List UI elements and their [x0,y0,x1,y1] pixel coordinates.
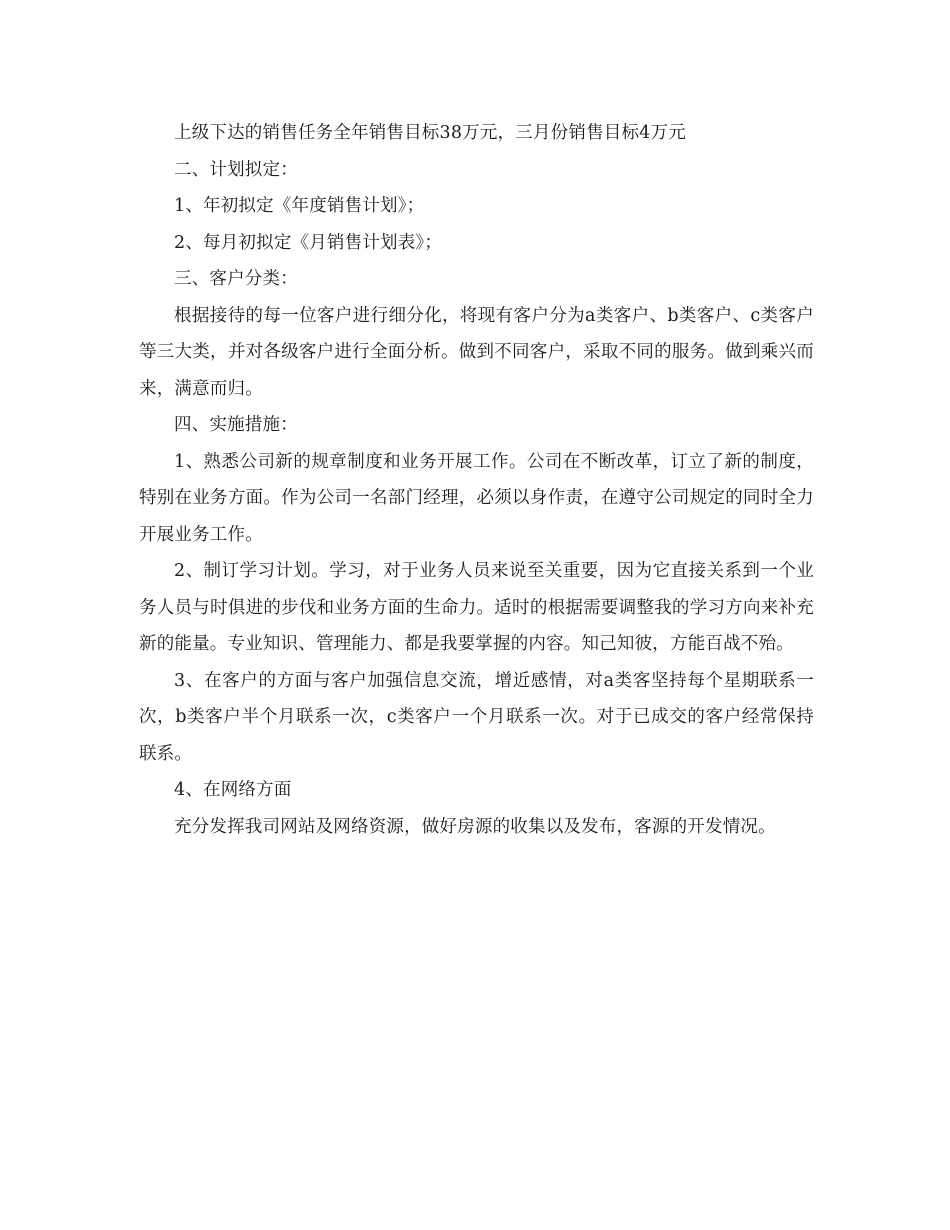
heading-plan-drafting: 二、计划拟定： [174,159,298,180]
paragraph-sales-target: 上级下达的销售任务全年销售目标38万元，三月份销售目标4万元 [174,123,686,143]
heading-customer-classification: 三、客户分类： [174,269,298,289]
paragraph-annual-plan: 1、年初拟定《年度销售计划》； [174,196,425,216]
document-body [139,115,814,845]
paragraph-customer-classification: 根据接待的每一位客户进行细分化，将现有客户分为a类客户、b类客户、c类客户等三大类，并对各级客户进行全面分析。做到不同客户，采取不同的服务。做到乘兴而来，满意而归。 [139,305,814,399]
paragraph-network-resources: 充分发挥我司网站及网络资源，做好房源的收集以及发布，客源的开发情况。 [174,816,776,837]
paragraph-measure-2: 2、制订学习计划。学习，对于业务人员来说至关重要，因为它直接关系到一个业务人员与时俱进的步伐和业务方面的生命力。适时的根据需要调整我的学习方向来补充新的能量。专业知识、管理能力、都是我要掌握的内容。知己知彼，方能百战不殆。 [139,561,814,654]
heading-implementation-measures: 四、实施措施： [174,415,298,435]
paragraph-monthly-plan: 2、每月初拟定《月销售计划表》； [174,232,443,253]
paragraph-measure-4: 4、在网络方面 [174,780,292,800]
paragraph-measure-3: 3、在客户的方面与客户加强信息交流，增近感情，对a类客坚持每个星期联系一次，b类客户半个月联系一次，c类客户一个月联系一次。对于已成交的客户经常保持联系。 [139,670,814,764]
paragraph-measure-1: 1、熟悉公司新的规章制度和业务开展工作。公司在不断改革，订立了新的制度，特别在业务方面。作为公司一名部门经理，必须以身作责，在遵守公司规定的同时全力开展业务工作。 [139,451,814,545]
